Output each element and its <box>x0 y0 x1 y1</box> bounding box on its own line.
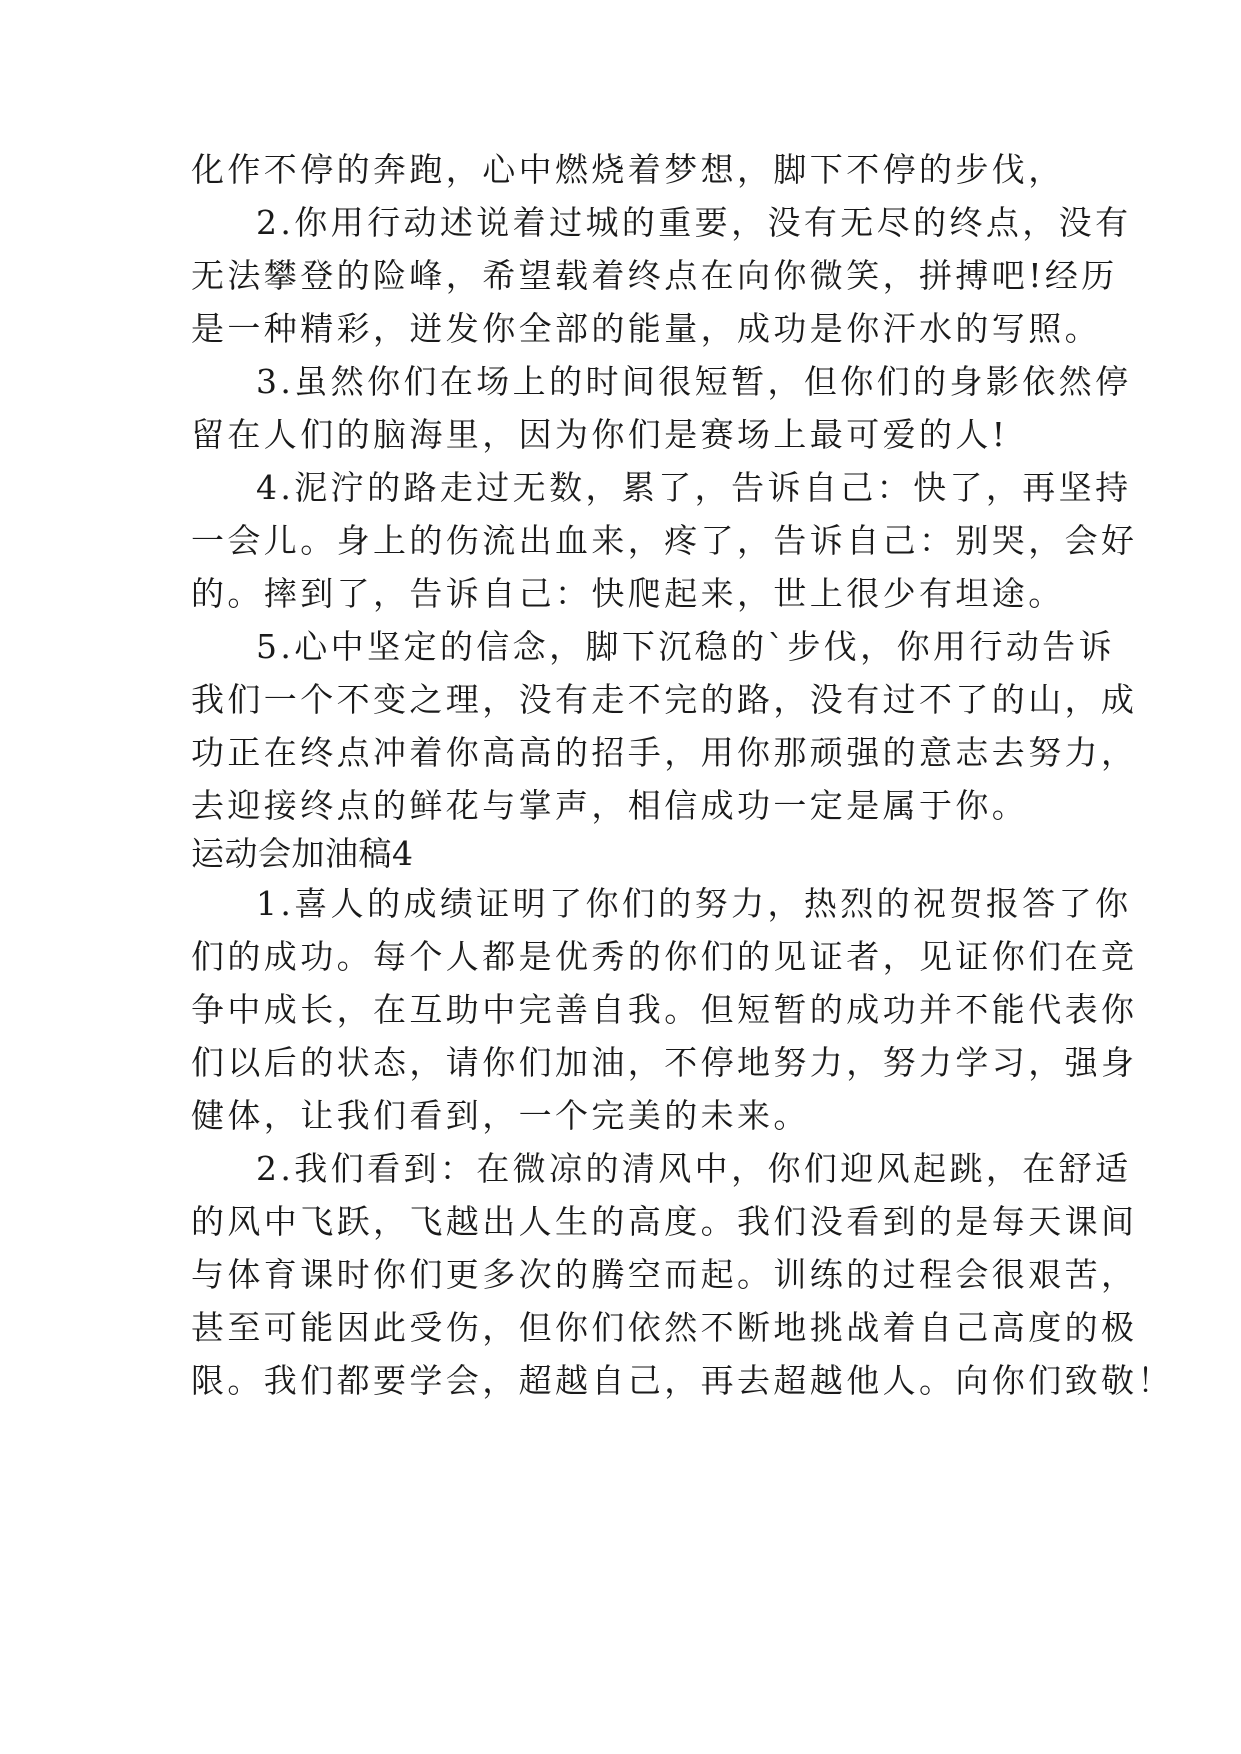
text-line: 1.喜人的成绩证明了你们的努力，热烈的祝贺报答了你 <box>256 884 1132 923</box>
text-line: 2.我们看到：在微凉的清风中，你们迎风起跳，在舒适 <box>256 1149 1132 1188</box>
text-line: 们以后的状态，请你们加油，不停地努力，努力学习，强身 <box>191 1043 1138 1082</box>
text-line: 5.心中坚定的信念，脚下沉稳的`步伐，你用行动告诉 <box>256 627 1115 666</box>
text-line: 争中成长，在互助中完善自我。但短暂的成功并不能代表你 <box>191 990 1138 1029</box>
text-line: 是一种精彩，迸发你全部的能量，成功是你汗水的写照。 <box>191 309 1101 348</box>
text-line: 化作不停的奔跑，心中燃烧着梦想，脚下不停的步伐， <box>191 150 1065 189</box>
text-line: 健体，让我们看到，一个完美的未来。 <box>191 1096 810 1135</box>
text-line: 的。摔到了，告诉自己：快爬起来，世上很少有坦途。 <box>191 574 1065 613</box>
text-line: 限。我们都要学会，超越自己，再去超越他人。向你们致敬！ <box>191 1361 1174 1400</box>
text-line: 与体育课时你们更多次的腾空而起。训练的过程会很艰苦， <box>191 1255 1138 1294</box>
text-line: 的风中飞跃，飞越出人生的高度。我们没看到的是每天课间 <box>191 1202 1138 1241</box>
text-line: 甚至可能因此受伤，但你们依然不断地挑战着自己高度的极 <box>191 1308 1138 1347</box>
text-line: 无法攀登的险峰，希望载着终点在向你微笑，拼搏吧!经历 <box>191 256 1118 295</box>
text-line: 3.虽然你们在场上的时间很短暂，但你们的身影依然停 <box>256 362 1132 401</box>
text-line: 我们一个不变之理，没有走不完的路，没有过不了的山，成 <box>191 680 1138 719</box>
text-line: 4.泥泞的路走过无数，累了，告诉自己：快了，再坚持 <box>256 468 1132 507</box>
section-heading: 运动会加油稿4 <box>191 834 414 873</box>
text-line: 2.你用行动述说着过城的重要，没有无尽的终点，没有 <box>256 203 1132 242</box>
text-line: 留在人们的脑海里，因为你们是赛场上最可爱的人! <box>191 415 1009 454</box>
text-line: 去迎接终点的鲜花与掌声，相信成功一定是属于你。 <box>191 786 1029 825</box>
text-line: 一会儿。身上的伤流出血来，疼了，告诉自己：别哭，会好 <box>191 521 1138 560</box>
text-line: 功正在终点冲着你高高的招手，用你那顽强的意志去努力， <box>191 733 1138 772</box>
text-line: 们的成功。每个人都是优秀的你们的见证者，见证你们在竞 <box>191 937 1138 976</box>
